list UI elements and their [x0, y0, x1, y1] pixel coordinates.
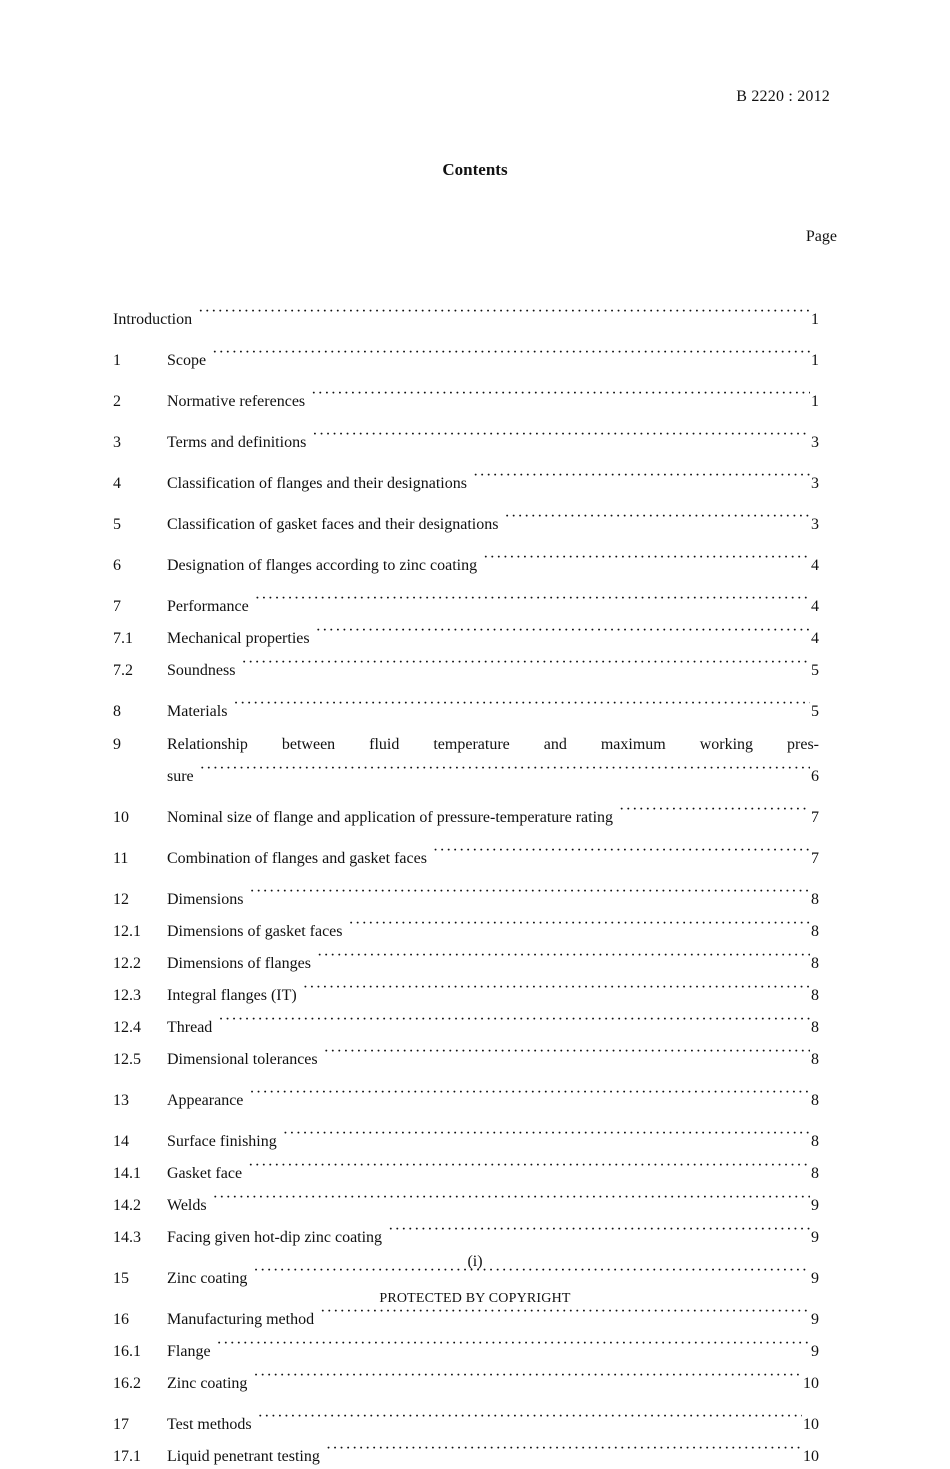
- toc-entry-number: 14.1: [113, 1165, 141, 1182]
- toc-entry-page: 4: [811, 630, 819, 647]
- toc-entry-page: 8: [811, 987, 819, 1004]
- toc-entry[interactable]: [113, 341, 819, 373]
- toc-entry-number: 1: [113, 352, 121, 369]
- toc-entry-number: 16: [113, 1311, 129, 1328]
- toc-entry-title: Classification of flanges and their designations: [167, 475, 467, 492]
- toc-entry-title: Appearance: [167, 1092, 244, 1109]
- toc-entry[interactable]: [113, 1364, 819, 1396]
- toc-entry[interactable]: [113, 880, 819, 912]
- toc-entry-number: 12.5: [113, 1051, 141, 1068]
- toc-entry-page: 8: [811, 923, 819, 940]
- toc-entry-title: Liquid penetrant testing: [167, 1448, 320, 1465]
- page-column-label: Page: [805, 228, 837, 245]
- toc-entry-number: 12.4: [113, 1019, 141, 1036]
- toc-entry-page: 10: [803, 1448, 819, 1465]
- dot-leader: [253, 1364, 802, 1388]
- toc-entry-number: 16.1: [113, 1343, 141, 1360]
- toc-entry[interactable]: [113, 382, 819, 414]
- toc-entry-page: 1: [811, 352, 819, 369]
- toc-entry[interactable]: [113, 944, 819, 976]
- dot-leader: [433, 839, 810, 863]
- toc-entry-title: Dimensional tolerances: [167, 1051, 318, 1068]
- toc-entry-title: Gasket face: [167, 1165, 243, 1182]
- dot-leader: [233, 692, 810, 716]
- toc-entry-title: Combination of flanges and gasket faces: [167, 850, 427, 867]
- dot-leader: [349, 912, 810, 936]
- toc-entry[interactable]: [113, 692, 819, 724]
- dot-leader: [258, 1405, 802, 1429]
- toc-entry-title: Nominal size of flange and application of pressure-temperature rating: [167, 809, 614, 826]
- toc-entry-page: 8: [811, 955, 819, 972]
- toc-entry-title: Dimensions of gasket faces: [167, 923, 343, 940]
- toc-entry-number: 7: [113, 598, 121, 615]
- toc-entry-number: 14.3: [113, 1229, 141, 1246]
- dot-leader: [483, 546, 810, 570]
- dot-leader: [317, 944, 810, 968]
- document-number: B 2220 : 2012: [736, 88, 830, 105]
- toc-entry[interactable]: [113, 546, 819, 578]
- toc-entry-page: 8: [811, 1165, 819, 1182]
- contents-heading: Contents: [442, 160, 508, 179]
- toc-entry-page: 1: [811, 393, 819, 410]
- dot-leader: [198, 300, 810, 324]
- toc-entry-page: 3: [811, 434, 819, 451]
- toc-entry-title: Dimensions: [167, 891, 244, 908]
- toc-entry[interactable]: [113, 1154, 819, 1186]
- toc-entry-number: 12.2: [113, 955, 141, 972]
- dot-leader: [249, 1081, 810, 1105]
- toc-entry-number: 5: [113, 516, 121, 533]
- toc-entry-page: 7: [811, 850, 819, 867]
- toc-entry-number: 6: [113, 557, 121, 574]
- toc-entry-number: 2: [113, 393, 121, 410]
- toc-entry-page: 5: [811, 703, 819, 720]
- toc-entry[interactable]: [113, 839, 819, 871]
- dot-leader: [326, 1437, 802, 1461]
- toc-entry-number: 7.1: [113, 630, 133, 647]
- toc-entry-title: Materials: [167, 703, 228, 720]
- toc-entry-number: 17: [113, 1416, 129, 1433]
- toc-entry-number: 7.2: [113, 662, 133, 679]
- toc-entry-title: Zinc coating: [167, 1270, 248, 1287]
- toc-entry[interactable]: [113, 912, 819, 944]
- toc-entry-number: 12: [113, 891, 129, 908]
- toc-entry[interactable]: [113, 1332, 819, 1364]
- toc-entry-title: Surface finishing: [167, 1133, 277, 1150]
- toc-entry-page: 4: [811, 598, 819, 615]
- toc-entry-title: Facing given hot-dip zinc coating: [167, 1229, 383, 1246]
- toc-entry-title: Introduction: [113, 311, 193, 328]
- toc-entry-number: 15: [113, 1270, 129, 1287]
- toc-entry-title-continued: sure: [167, 768, 194, 785]
- toc-entry[interactable]: [113, 1040, 819, 1072]
- toc-entry-page: 8: [811, 891, 819, 908]
- toc-entry-page: 8: [811, 1019, 819, 1036]
- dot-leader: [218, 1008, 810, 1032]
- toc-entry[interactable]: [113, 733, 819, 789]
- toc-entry-page: 9: [811, 1197, 819, 1214]
- toc-entry-page: 6: [811, 768, 819, 785]
- dot-leader: [283, 1122, 810, 1146]
- toc-entry[interactable]: [113, 300, 819, 332]
- toc-entry[interactable]: [113, 1405, 819, 1437]
- toc-entry[interactable]: [113, 587, 819, 619]
- toc-entry-number: 4: [113, 475, 121, 492]
- toc-entry-title: Soundness: [167, 662, 236, 679]
- dot-leader: [311, 382, 810, 406]
- toc-entry-page: 10: [803, 1416, 819, 1433]
- toc-entry[interactable]: [113, 619, 819, 651]
- toc-entry-title: Terms and definitions: [167, 434, 307, 451]
- toc-entry[interactable]: [113, 1218, 819, 1250]
- toc-entry-page: 3: [811, 516, 819, 533]
- toc-entry-title: Zinc coating: [167, 1375, 248, 1392]
- toc-entry-page: 9: [811, 1343, 819, 1360]
- toc-entry-page: 9: [811, 1270, 819, 1287]
- toc-entry[interactable]: [113, 976, 819, 1008]
- toc-entry-number: 16.2: [113, 1375, 141, 1392]
- dot-leader: [200, 757, 810, 781]
- toc-entry-number: 17.1: [113, 1448, 141, 1465]
- toc-entry-number: 13: [113, 1092, 129, 1109]
- toc-entry-page: 4: [811, 557, 819, 574]
- toc-entry-page: 8: [811, 1133, 819, 1150]
- toc-entry-title: Welds: [167, 1197, 207, 1214]
- toc-entry-title: Mechanical properties: [167, 630, 310, 647]
- copyright-notice: PROTECTED BY COPYRIGHT: [379, 1291, 571, 1306]
- toc-entry-number: 3: [113, 434, 121, 451]
- toc-entry-page: 9: [811, 1311, 819, 1328]
- toc-entry-page: 8: [811, 1051, 819, 1068]
- toc-entry-number: 14: [113, 1133, 129, 1150]
- dot-leader: [248, 1154, 810, 1178]
- dot-leader: [213, 1186, 810, 1210]
- toc-entry-page: 1: [811, 311, 819, 328]
- toc-entry-title: Test methods: [167, 1416, 252, 1433]
- dot-leader: [504, 505, 810, 529]
- toc-entry-number: 9: [113, 736, 121, 753]
- toc-entry-title: Classification of gasket faces and their designations: [167, 516, 499, 533]
- toc-entry-number: 14.2: [113, 1197, 141, 1214]
- toc-entry[interactable]: [113, 464, 819, 496]
- dot-leader: [212, 341, 810, 365]
- toc-entry[interactable]: [113, 651, 819, 683]
- toc-entry[interactable]: [113, 1081, 819, 1113]
- toc-entry-page: 8: [811, 1092, 819, 1109]
- toc-entry-page: 9: [811, 1229, 819, 1246]
- toc-entry[interactable]: [113, 1437, 819, 1469]
- toc-entry-title: Integral flanges (IT): [167, 987, 297, 1004]
- toc-entry[interactable]: [113, 505, 819, 537]
- toc-entry-title: Flange: [167, 1343, 211, 1360]
- toc-entry-title: Scope: [167, 352, 207, 369]
- dot-leader: [388, 1218, 810, 1242]
- toc-entry-page: 5: [811, 662, 819, 679]
- toc-entry-title: Manufacturing method: [167, 1311, 315, 1328]
- dot-leader: [255, 587, 810, 611]
- dot-leader: [324, 1040, 810, 1064]
- dot-leader: [316, 619, 810, 643]
- dot-leader: [303, 976, 810, 1000]
- toc-entry-title: Dimensions of flanges: [167, 955, 311, 972]
- toc-entry[interactable]: [113, 423, 819, 455]
- dot-leader: [312, 423, 810, 447]
- toc-entry[interactable]: [113, 1122, 819, 1154]
- dot-leader: [249, 880, 810, 904]
- toc-entry[interactable]: [113, 1008, 819, 1040]
- toc-entry-page: 7: [811, 809, 819, 826]
- toc-entry-number: 12.1: [113, 923, 141, 940]
- toc-entry-number: 12.3: [113, 987, 141, 1004]
- toc-entry-number: 8: [113, 703, 121, 720]
- toc-entry-title: Thread: [167, 1019, 213, 1036]
- toc-entry-title: Performance: [167, 598, 249, 615]
- dot-leader: [241, 651, 810, 675]
- toc-entry-page: 10: [803, 1375, 819, 1392]
- dot-leader: [473, 464, 810, 488]
- toc-entry-title: Relationship between fluid temperature and maximum working pres-: [167, 736, 819, 753]
- dot-leader: [217, 1332, 810, 1356]
- toc-entry-page: 3: [811, 475, 819, 492]
- dot-leader: [619, 798, 810, 822]
- toc-entry[interactable]: [113, 798, 819, 830]
- toc-entry-number: 11: [113, 850, 129, 867]
- toc-entry-title: Designation of flanges according to zinc coating: [167, 557, 478, 574]
- toc-entry-title: Normative references: [167, 393, 306, 410]
- toc-entry[interactable]: [113, 1186, 819, 1218]
- page-number: (i): [467, 1253, 483, 1270]
- toc-entry-number: 10: [113, 809, 129, 826]
